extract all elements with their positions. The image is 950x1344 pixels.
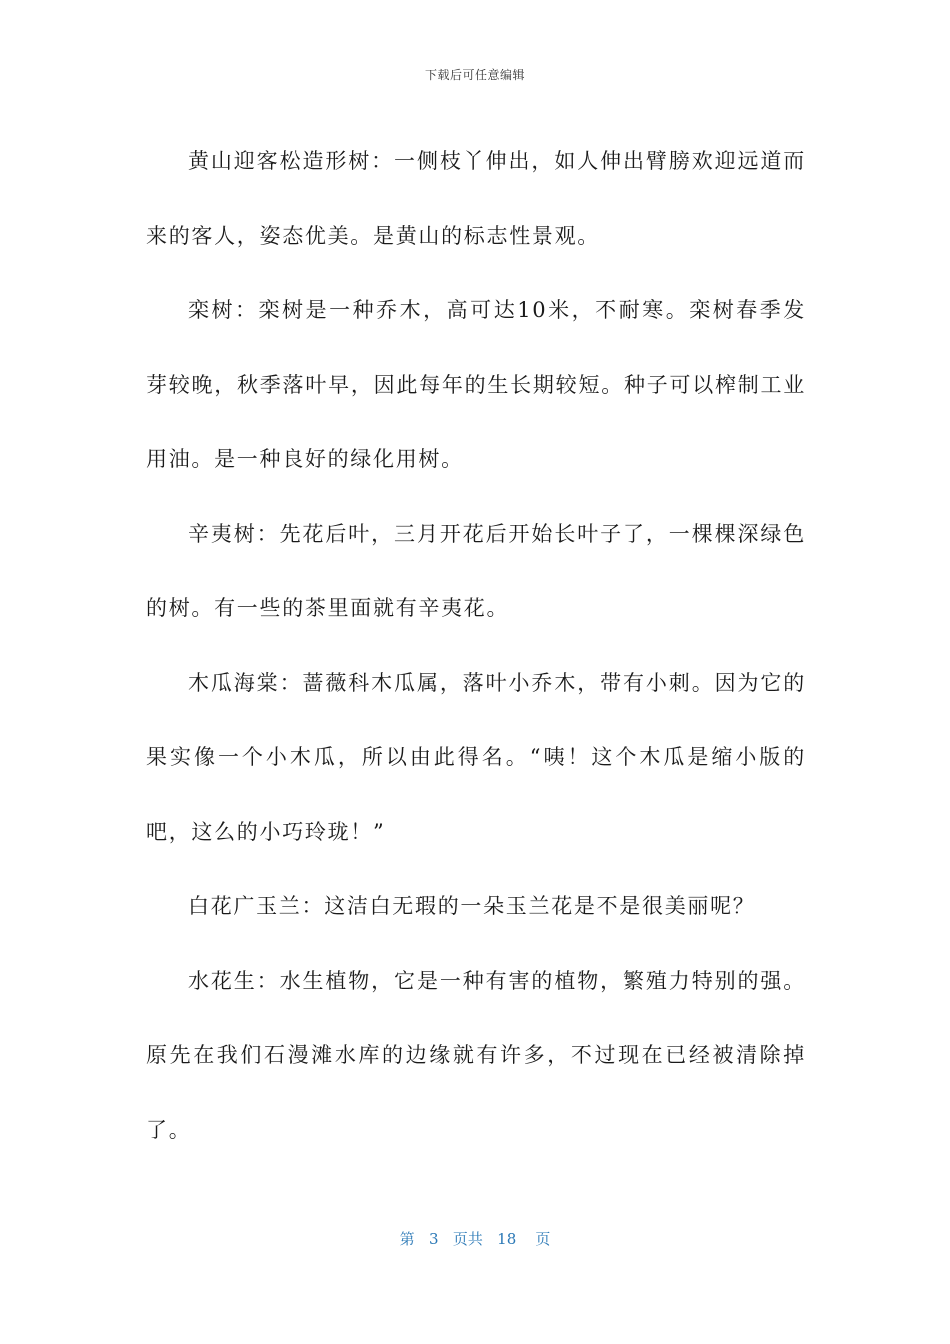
paragraph-chaenomeles: 木瓜海棠：蔷薇科木瓜属，落叶小乔木，带有小刺。因为它的果实像一个小木瓜，所以由此得名。“咦！这个木瓜是缩小版的吧，这么的小巧玲珑！” — [146, 670, 806, 844]
footer-current-page: 3 — [428, 1230, 439, 1248]
page-footer — [0, 1228, 950, 1249]
footer-middle: 页共 — [452, 1230, 483, 1248]
paragraph-luan-tree: 栾树：栾树是一种乔木，高可达10米，不耐寒。栾树春季发芽较晚，秋季落叶早，因此每年的生长期较短。种子可以榨制工业用油。是一种良好的绿化用树。 — [146, 298, 806, 471]
document-body — [146, 124, 806, 1167]
paragraph-magnolia: 白花广玉兰：这洁白无瑕的一朵玉兰花是不是很美丽呢？ — [188, 894, 756, 918]
footer-prefix: 第 — [399, 1230, 415, 1248]
paragraph-alligator-weed: 水花生：水生植物，它是一种有害的植物，繁殖力特别的强。原先在我们石漫滩水库的边缘就有许多，不过现在已经被清除掉了。 — [146, 968, 806, 1142]
page-header: 下载后可任意编辑 — [424, 68, 525, 82]
paragraph-xinyi-tree: 辛夷树：先花后叶，三月开花后开始长叶子了，一棵棵深绿色的树。有一些的茶里面就有辛夷花。 — [146, 521, 806, 620]
footer-suffix: 页 — [535, 1230, 551, 1248]
paragraph-huangshan-pine: 黄山迎客松造形树：一侧枝丫伸出，如人伸出臂膀欢迎远道而来的客人，姿态优美。是黄山的标志性景观。 — [146, 149, 806, 248]
footer-total-pages: 18 — [497, 1230, 517, 1248]
